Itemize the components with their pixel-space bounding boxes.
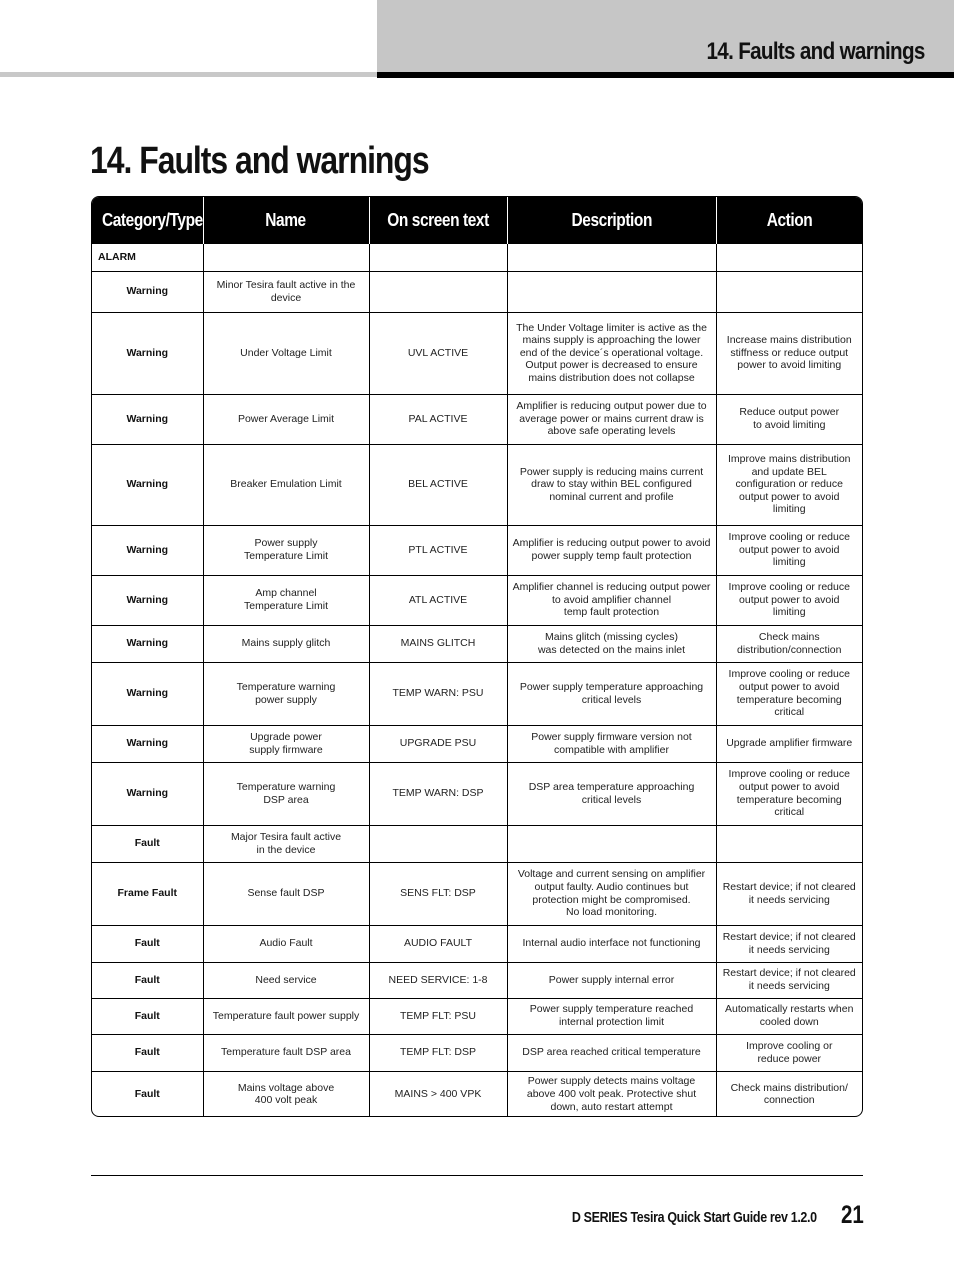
cell-category: Fault xyxy=(92,925,203,962)
cell-description xyxy=(507,271,716,312)
cell-on-screen-text: TEMP WARN: PSU xyxy=(369,662,507,725)
cell-description: Voltage and current sensing on amplifier output faulty. Audio continues but protection might be compromised. No load monitoring. xyxy=(507,862,716,925)
cell-on-screen-text: TEMP FLT: PSU xyxy=(369,998,507,1034)
cell-name: Mains voltage above 400 volt peak xyxy=(203,1071,369,1117)
cell-category: Warning xyxy=(92,762,203,825)
cell-name: Major Tesira fault active in the device xyxy=(203,825,369,862)
table-row xyxy=(92,525,862,575)
cell-action: Upgrade amplifier firmware xyxy=(716,725,862,762)
cell-name: Audio Fault xyxy=(203,925,369,962)
table-row xyxy=(92,725,862,762)
table-row xyxy=(92,962,862,998)
cell-name: Power supply Temperature Limit xyxy=(203,525,369,575)
cell-description: The Under Voltage limiter is active as the mains supply is approaching the lower end of the device´s operational voltage. Output power is decreased to ensure mains distribution does not collapse xyxy=(507,312,716,394)
cell-description: Amplifier is reducing output power due to average power or mains current draw is above safe operating levels xyxy=(507,394,716,444)
faults-table-container xyxy=(91,196,863,1117)
table-header-row xyxy=(92,197,862,244)
table-row xyxy=(92,575,862,625)
table-row xyxy=(92,625,862,662)
table-row xyxy=(92,444,862,525)
cell-on-screen-text: ATL ACTIVE xyxy=(369,575,507,625)
cell-category: Fault xyxy=(92,1034,203,1071)
cell-name: Power Average Limit xyxy=(203,394,369,444)
cell-on-screen-text: NEED SERVICE: 1-8 xyxy=(369,962,507,998)
cell-description: Amplifier is reducing output power to avoid power supply temp fault protection xyxy=(507,525,716,575)
table-row xyxy=(92,394,862,444)
cell-action: Improve mains distribution and update BEL configuration or reduce output power to avoid limiting xyxy=(716,444,862,525)
header-rule xyxy=(377,72,954,78)
cell-name: Temperature fault DSP area xyxy=(203,1034,369,1071)
cell-on-screen-text xyxy=(369,271,507,312)
cell-on-screen-text xyxy=(369,244,507,271)
cell-action: Improve cooling or reduce output power to avoid temperature becoming critical xyxy=(716,662,862,725)
cell-category: Warning xyxy=(92,525,203,575)
cell-action: Improve cooling or reduce output power to avoid temperature becoming critical xyxy=(716,762,862,825)
cell-category: Fault xyxy=(92,825,203,862)
column-header-category: Category/Type xyxy=(92,197,203,244)
cell-action: Improve cooling or reduce power xyxy=(716,1034,862,1071)
cell-description: Mains glitch (missing cycles) was detected on the mains inlet xyxy=(507,625,716,662)
cell-description: Power supply firmware version not compatible with amplifier xyxy=(507,725,716,762)
cell-action: Restart device; if not cleared it needs servicing xyxy=(716,925,862,962)
cell-description: DSP area temperature approaching critical levels xyxy=(507,762,716,825)
cell-on-screen-text: TEMP WARN: DSP xyxy=(369,762,507,825)
cell-description: Power supply temperature approaching critical levels xyxy=(507,662,716,725)
column-header-action: Action xyxy=(716,197,862,244)
cell-name: Sense fault DSP xyxy=(203,862,369,925)
cell-description: Power supply is reducing mains current draw to stay within BEL configured nominal current and profile xyxy=(507,444,716,525)
table-row xyxy=(92,762,862,825)
table-row xyxy=(92,825,862,862)
cell-category: ALARM xyxy=(92,244,203,271)
cell-category: Frame Fault xyxy=(92,862,203,925)
header-left-bar xyxy=(0,72,377,77)
table-row xyxy=(92,1071,862,1117)
cell-action: Check mains distribution/ connection xyxy=(730,1081,848,1107)
cell-on-screen-text xyxy=(369,825,507,862)
cell-category: Warning xyxy=(92,662,203,725)
cell-category: Fault xyxy=(92,1071,203,1117)
cell-category: Warning xyxy=(92,444,203,525)
cell-name: Temperature warning power supply xyxy=(203,662,369,725)
page-title: 14. Faults and warnings xyxy=(90,140,429,182)
header-section-title: 14. Faults and warnings xyxy=(706,38,925,65)
footer-rule xyxy=(91,1175,863,1176)
cell-on-screen-text: UPGRADE PSU xyxy=(369,725,507,762)
table-row xyxy=(92,862,862,925)
cell-category: Warning xyxy=(92,575,203,625)
table-row xyxy=(92,925,862,962)
cell-on-screen-text: SENS FLT: DSP xyxy=(369,862,507,925)
cell-category: Warning xyxy=(92,625,203,662)
cell-category: Warning xyxy=(92,725,203,762)
table-row xyxy=(92,271,862,312)
cell-description: DSP area reached critical temperature xyxy=(507,1034,716,1071)
cell-action: Reduce output power to avoid limiting xyxy=(716,394,862,444)
cell-on-screen-text: PTL ACTIVE xyxy=(369,525,507,575)
cell-action xyxy=(716,825,862,862)
cell-description: Power supply detects mains voltage above 400 volt peak. Protective shut down, auto restart attempt xyxy=(507,1071,716,1117)
cell-category: Fault xyxy=(92,998,203,1034)
cell-on-screen-text: TEMP FLT: DSP xyxy=(369,1034,507,1071)
cell-action: Restart device; if not cleared it needs servicing xyxy=(716,862,862,925)
cell-name: Amp channel Temperature Limit xyxy=(203,575,369,625)
column-header-on-screen-text: On screen text xyxy=(369,197,507,244)
cell-description: Power supply temperature reached internal protection limit xyxy=(507,998,716,1034)
cell-name: Temperature fault power supply xyxy=(203,998,369,1034)
cell-category: Warning xyxy=(92,394,203,444)
cell-action: Increase mains distribution stiffness or reduce output power to avoid limiting xyxy=(716,312,862,394)
cell-action: Improve cooling or reduce output power to avoid limiting xyxy=(716,525,862,575)
table-body xyxy=(92,244,862,1117)
cell-category: Warning xyxy=(92,312,203,394)
cell-name: Temperature warning DSP area xyxy=(203,762,369,825)
cell-on-screen-text: PAL ACTIVE xyxy=(369,394,507,444)
cell-name: Minor Tesira fault active in the device xyxy=(203,271,369,312)
table-row xyxy=(92,1034,862,1071)
column-header-description: Description xyxy=(507,197,716,244)
cell-on-screen-text: BEL ACTIVE xyxy=(369,444,507,525)
cell-on-screen-text: MAINS GLITCH xyxy=(369,625,507,662)
cell-name: Upgrade power supply firmware xyxy=(203,725,369,762)
table-row xyxy=(92,312,862,394)
cell-action: Improve cooling or reduce output power to avoid limiting xyxy=(716,575,862,625)
table-row xyxy=(92,244,862,271)
cell-action xyxy=(716,244,862,271)
cell-name: Need service xyxy=(203,962,369,998)
cell-name: Under Voltage Limit xyxy=(203,312,369,394)
cell-description: Power supply internal error xyxy=(507,962,716,998)
cell-description: Internal audio interface not functioning xyxy=(507,925,716,962)
cell-action: Automatically restarts when cooled down xyxy=(716,998,862,1034)
cell-on-screen-text: UVL ACTIVE xyxy=(369,312,507,394)
faults-table xyxy=(92,197,862,1117)
cell-category: Fault xyxy=(92,962,203,998)
cell-category: Warning xyxy=(92,271,203,312)
footer-guide-title: D SERIES Tesira Quick Start Guide rev 1.2.0 xyxy=(572,1210,817,1226)
cell-on-screen-text: MAINS > 400 VPK xyxy=(369,1071,507,1117)
cell-description xyxy=(507,244,716,271)
cell-action: Check mains distribution/connection xyxy=(716,625,862,662)
cell-name: Breaker Emulation Limit xyxy=(203,444,369,525)
cell-action: Restart device; if not cleared it needs servicing xyxy=(716,962,862,998)
cell-description: Amplifier channel is reducing output power to avoid amplifier channel temp fault protection xyxy=(507,575,716,625)
cell-name: Mains supply glitch xyxy=(203,625,369,662)
cell-description xyxy=(507,825,716,862)
column-header-name: Name xyxy=(203,197,369,244)
table-row xyxy=(92,998,862,1034)
cell-action xyxy=(716,271,862,312)
table-row xyxy=(92,662,862,725)
cell-on-screen-text: AUDIO FAULT xyxy=(369,925,507,962)
cell-name xyxy=(203,244,369,271)
page-number: 21 xyxy=(841,1201,864,1229)
